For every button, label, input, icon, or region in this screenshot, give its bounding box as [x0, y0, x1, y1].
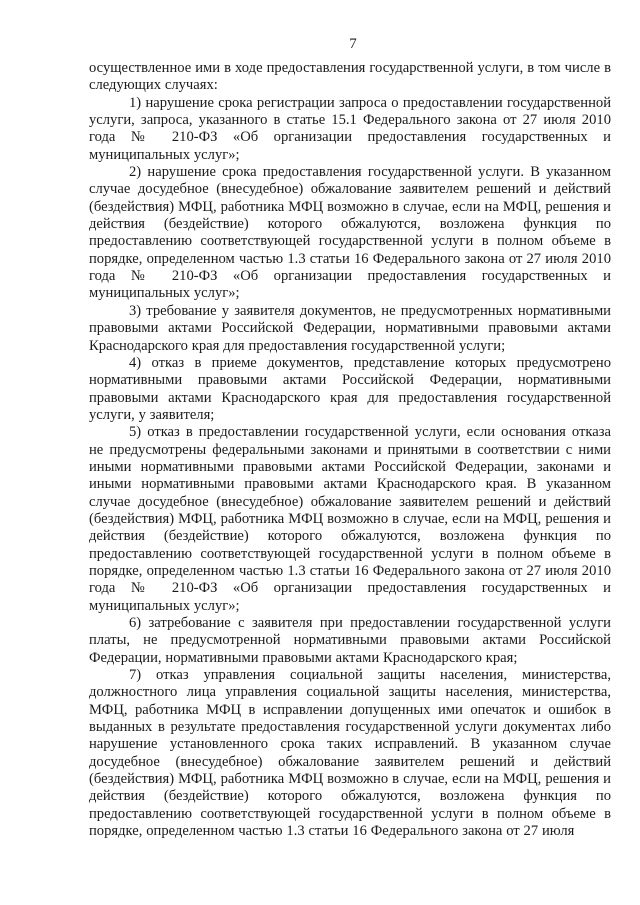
paragraph-continuation: осуществленное ими в ходе предоставления государственной услуги, в том числе в следующих случаях:: [89, 60, 611, 94]
paragraph-item-2: 2) нарушение срока предоставления государственной услуги. В указанном случае досудебное (внесудебное) обжалование заявителем решений и действий (бездействия) МФЦ, работника МФЦ возможно в случае, если на МФЦ, решения и действия (бездействие) которого обжалуются, возложена функция по предоставлению соответствующей государственной услуги в полном объеме в порядке, определенном частью 1.3 статьи 16 Федерального закона от 27 июля 2010 года № 210-ФЗ «Об организации предоставления государственных и муниципальных услуг»;: [89, 164, 611, 302]
paragraph-item-4: 4) отказ в приеме документов, представление которых предусмотрено нормативными правовыми актами Российской Федерации, нормативными правовыми актами Краснодарского края для предоставления государственной услуги, у заявителя;: [89, 354, 611, 423]
page-number: 7: [349, 36, 357, 52]
paragraph-item-5: 5) отказ в предоставлении государственной услуги, если основания отказа не предусмотрены федеральными законами и принятыми в соответствии с ними иными нормативными правовыми актами Российской Федерации, законами и иными нормативными правовыми актами Краснодарского края. В указанном случае досудебное (внесудебное) обжалование заявителем решений и действий (бездействия) МФЦ, работника МФЦ возможно в случае, если на МФЦ, решения и действия (бездействие) которого обжалуются, возложена функция по предоставлению соответствующей государственной услуги в полном объеме в порядке, определенном частью 1.3 статьи 16 Федерального закона от 27 июля 2010 года № 210-ФЗ «Об организации предоставления государственных и муниципальных услуг»;: [89, 424, 611, 614]
paragraph-item-3: 3) требование у заявителя документов, не предусмотренных нормативными правовыми актами Российской Федерации, нормативными правовыми актами Краснодарского края для предоставления государственной услуги;: [89, 302, 611, 354]
paragraph-item-7: 7) отказ управления социальной защиты населения, министерства, должностного лица управления социальной защиты населения, министерства, МФЦ, работника МФЦ в исправлении допущенных ими опечаток и ошибок в выданных в результате предоставления государственной услуги документах либо нарушение установленного срока таких исправлений. В указанном случае досудебное (внесудебное) обжалование заявителем решений и действий (бездействия) МФЦ, работника МФЦ возможно в случае, если на МФЦ, решения и действия (бездействие) которого обжалуются, возложена функция по предоставлению соответствующей государственной услуги в полном объеме в порядке, определенном частью 1.3 статьи 16 Федерального закона от 27 июля: [89, 667, 611, 840]
paragraph-item-6: 6) затребование с заявителя при предоставлении государственной услуги платы, не предусмотренной нормативными правовыми актами Российской Федерации, нормативными правовыми актами Краснодарского края;: [89, 615, 611, 666]
paragraph-item-1: 1) нарушение срока регистрации запроса о предоставлении государственной услуги, запроса, указанного в статье 15.1 Федерального закона от 27 июля 2010 года № 210-ФЗ «Об организации предоставления государственных и муниципальных услуг»;: [89, 94, 611, 163]
document-page: [89, 34, 611, 840]
